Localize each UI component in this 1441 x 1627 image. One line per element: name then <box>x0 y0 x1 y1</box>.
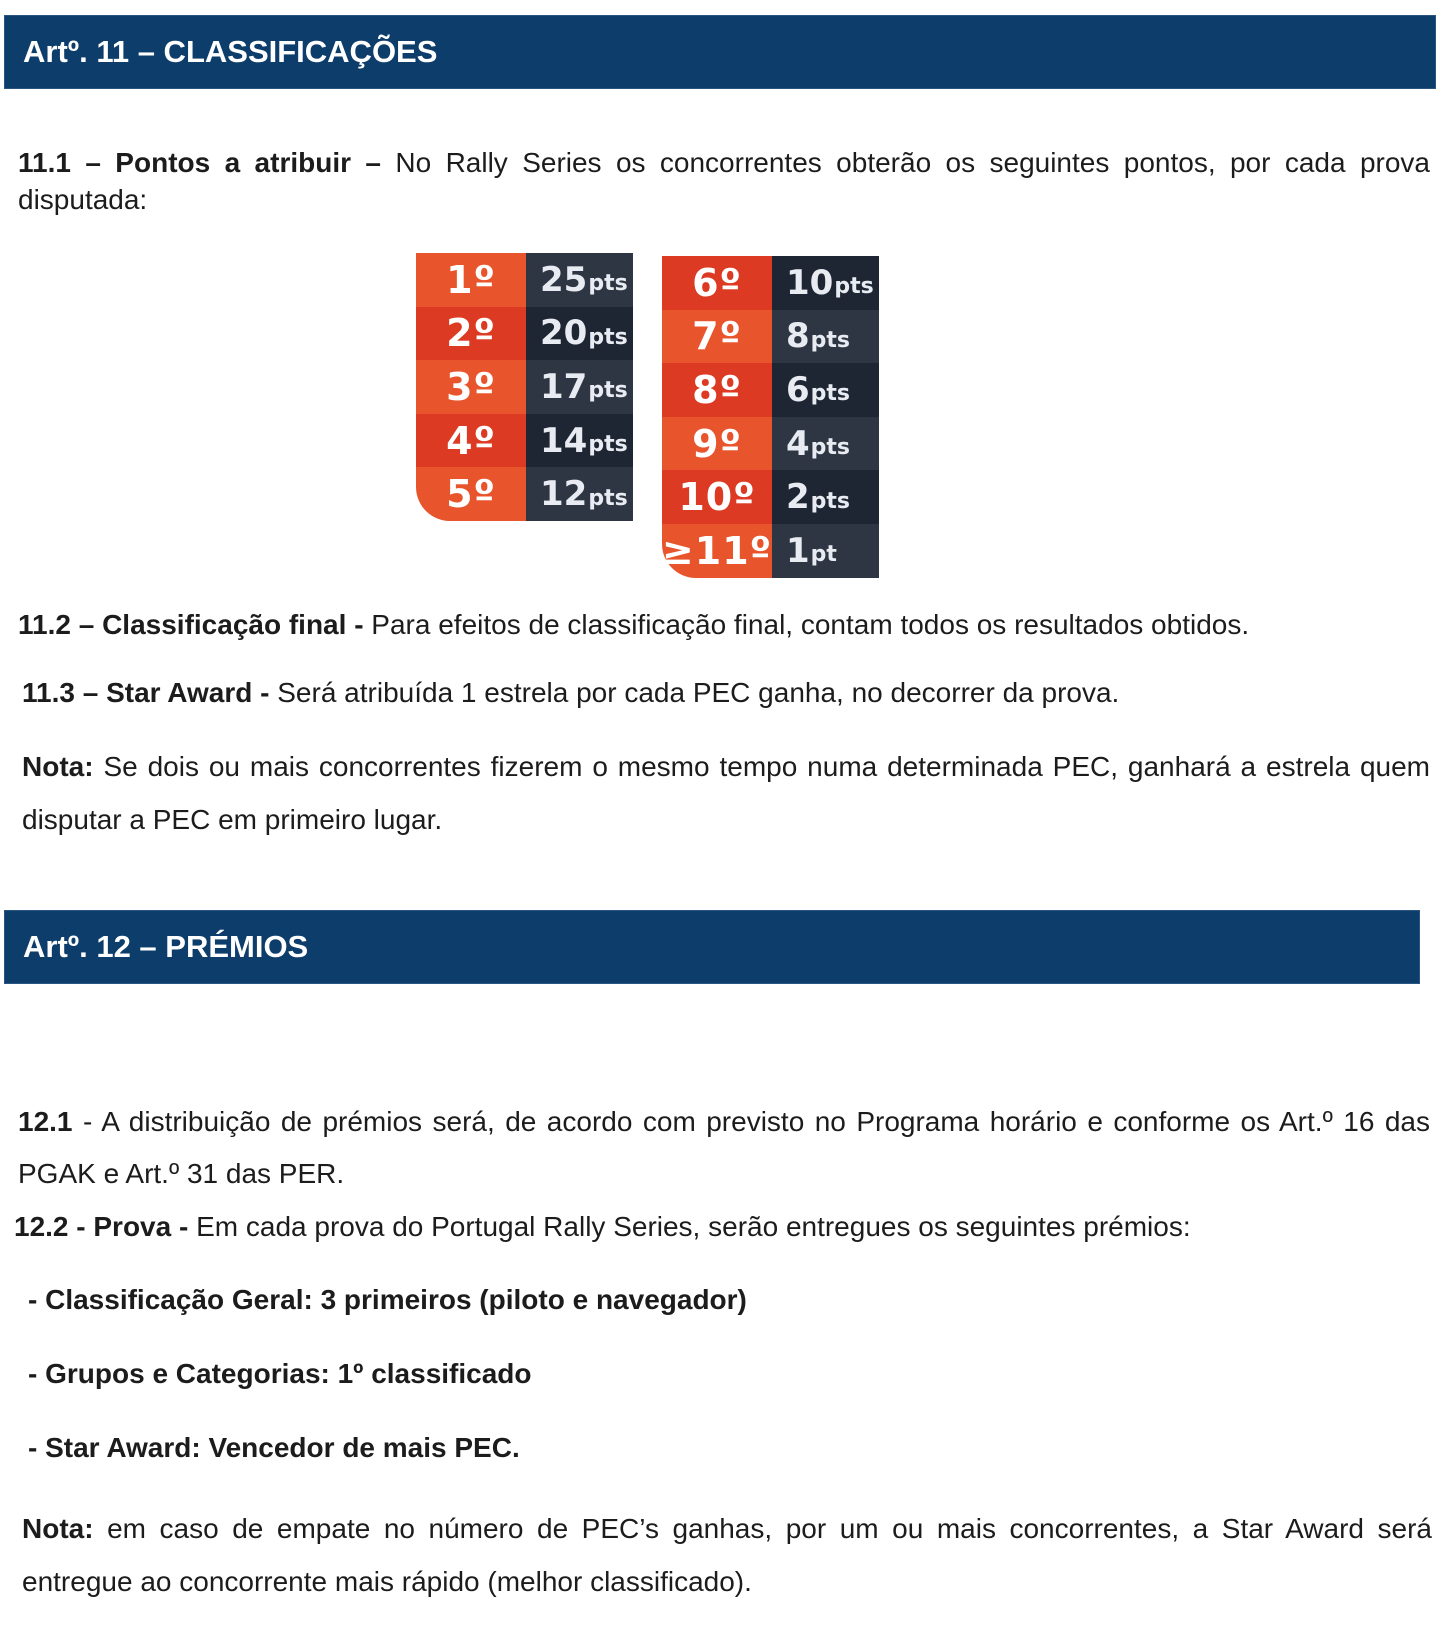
paragraph-12-1 <box>18 1096 1430 1200</box>
points-row <box>662 524 879 578</box>
points-unit: pt <box>810 542 837 568</box>
points-value: 4 <box>786 423 810 464</box>
points-unit: pts <box>588 324 628 350</box>
points-cell <box>526 360 633 414</box>
points-unit: pts <box>588 432 628 458</box>
points-row <box>416 307 633 361</box>
paragraph-11-1 <box>18 144 1430 218</box>
points-row <box>416 414 633 468</box>
position-cell: 6º <box>662 256 772 310</box>
points-value: 14 <box>540 420 588 461</box>
points-value: 20 <box>540 313 588 354</box>
paragraph-label: 11.1 – Pontos a atribuir – <box>18 147 381 178</box>
paragraph-label: 12.1 <box>18 1106 73 1137</box>
points-value: 17 <box>540 366 588 407</box>
note-text: em caso de empate no número de PEC’s ganhas, por um ou mais concorrentes, a Star Award será entregue ao concorrente mais rápido (melhor classificado). <box>22 1513 1432 1597</box>
points-row <box>662 363 879 417</box>
points-row <box>416 467 633 521</box>
points-value: 2 <box>786 477 810 518</box>
paragraph-label: 11.2 – Classificação final - <box>18 609 364 640</box>
paragraph-text: - A distribuição de prémios será, de acordo com previsto no Programa horário e conforme os Art.º 16 das PGAK e Art.º 31 das PER. <box>18 1106 1430 1189</box>
paragraph-label: 12.2 - Prova - <box>14 1211 189 1242</box>
note-11 <box>22 740 1430 846</box>
position-cell: 7º <box>662 310 772 364</box>
paragraph-text: No Rally Series os concorrentes obterão os seguintes pontos, por cada prova disputada: <box>18 147 1431 215</box>
position-cell: 3º <box>416 360 526 414</box>
position-cell: 9º <box>662 417 772 471</box>
paragraph-11-2 <box>18 606 1430 643</box>
paragraph-label: 11.3 – Star Award - <box>22 677 270 708</box>
points-unit: pts <box>588 378 628 404</box>
paragraph-text: Para efeitos de classificação final, contam todos os resultados obtidos. <box>363 609 1250 640</box>
points-row <box>416 253 633 307</box>
prize-item-general: - Classificação Geral: 3 primeiros (piloto e navegador) <box>28 1284 747 1315</box>
points-unit: pts <box>810 381 851 407</box>
points-cell <box>772 256 879 310</box>
section-heading-art11 <box>4 15 1436 89</box>
paragraph-12-2 <box>14 1208 1426 1245</box>
points-cell <box>526 414 633 468</box>
note-label: Nota: <box>22 751 94 782</box>
points-cell <box>526 253 633 307</box>
points-cell <box>772 417 879 471</box>
points-value: 25 <box>540 259 588 300</box>
points-unit: pts <box>588 485 628 511</box>
note-label: Nota: <box>22 1513 94 1544</box>
position-cell: 1º <box>416 253 526 307</box>
points-unit: pts <box>810 435 851 461</box>
section-heading-art12 <box>4 910 1420 984</box>
points-value: 1 <box>786 530 810 571</box>
position-cell: ≥11º <box>662 524 772 578</box>
points-row <box>662 470 879 524</box>
heading-text: Artº. 12 – PRÉMIOS <box>23 929 309 964</box>
points-cell <box>772 363 879 417</box>
points-cell <box>772 470 879 524</box>
points-value: 10 <box>786 262 834 303</box>
paragraph-text: Em cada prova do Portugal Rally Series, serão entregues os seguintes prémios: <box>188 1211 1191 1242</box>
points-row <box>416 360 633 414</box>
points-value: 6 <box>786 369 810 410</box>
heading-text: Artº. 11 – CLASSIFICAÇÕES <box>23 34 438 69</box>
prize-item-star-award: - Star Award: Vencedor de mais PEC. <box>28 1432 520 1463</box>
points-unit: pts <box>834 274 874 300</box>
prize-item-groups: - Grupos e Categorias: 1º classificado <box>28 1358 532 1389</box>
points-value: 8 <box>786 316 810 357</box>
points-unit: pts <box>588 271 628 297</box>
points-cell <box>526 307 633 361</box>
position-cell: 10º <box>662 470 772 524</box>
points-unit: pts <box>810 488 851 514</box>
points-cell <box>772 524 879 578</box>
paragraph-11-3 <box>22 674 1434 711</box>
points-cell <box>526 467 633 521</box>
note-12 <box>22 1502 1432 1608</box>
points-table-right <box>662 256 879 578</box>
points-row <box>662 310 879 364</box>
points-unit: pts <box>810 327 851 353</box>
position-cell: 8º <box>662 363 772 417</box>
points-row <box>662 256 879 310</box>
position-cell: 4º <box>416 414 526 468</box>
paragraph-text: Será atribuída 1 estrela por cada PEC ganha, no decorrer da prova. <box>269 677 1120 708</box>
position-cell: 5º <box>416 467 526 521</box>
position-cell: 2º <box>416 307 526 361</box>
points-table-left <box>416 253 633 521</box>
note-text: Se dois ou mais concorrentes fizerem o mesmo tempo numa determinada PEC, ganhará a estrela quem disputar a PEC em primeiro lugar. <box>22 751 1430 835</box>
points-cell <box>772 310 879 364</box>
points-row <box>662 417 879 471</box>
points-value: 12 <box>540 474 588 515</box>
